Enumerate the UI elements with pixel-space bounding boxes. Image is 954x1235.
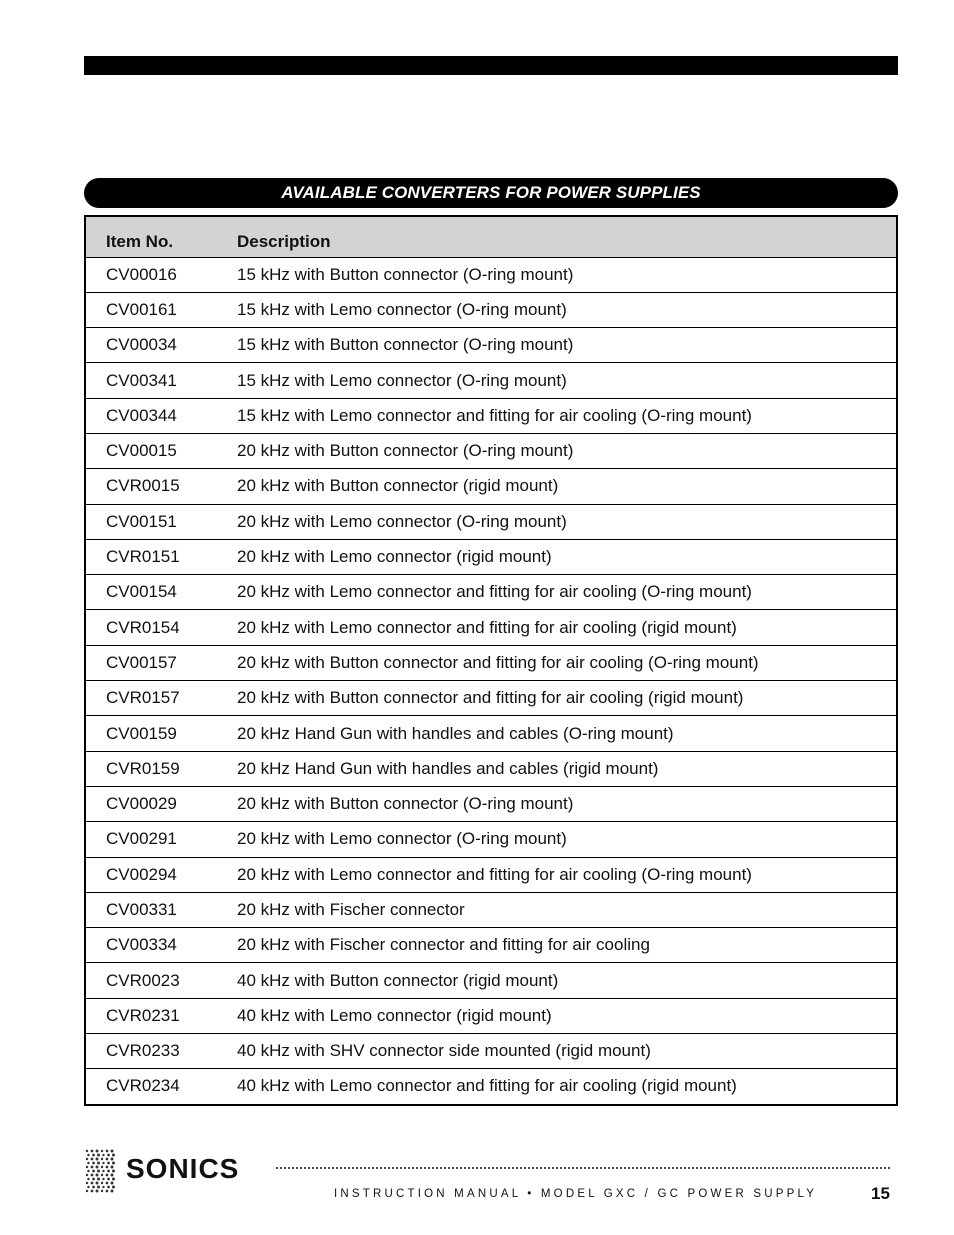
cell-item-no: CV00331 [86, 892, 217, 927]
footer-manual-title: INSTRUCTION MANUAL • MODEL GXC / GC POWER SUPPLY [334, 1188, 818, 1200]
table-row [86, 257, 896, 292]
cell-description: 40 kHz with Lemo connector and fitting for air cooling (rigid mount) [217, 1069, 896, 1104]
table-row [86, 751, 896, 786]
cell-item-no: CVR0157 [86, 681, 217, 716]
cell-description: 20 kHz with Lemo connector and fitting for air cooling (rigid mount) [217, 610, 896, 645]
top-rule-bar [84, 56, 898, 75]
cell-description: 20 kHz with Fischer connector [217, 892, 896, 927]
table-row [86, 469, 896, 504]
table-title-banner: AVAILABLE CONVERTERS FOR POWER SUPPLIES [84, 178, 898, 208]
cell-description: 15 kHz with Lemo connector (O-ring mount) [217, 363, 896, 398]
table-row [86, 786, 896, 821]
cell-description: 15 kHz with Lemo connector and fitting for air cooling (O-ring mount) [217, 398, 896, 433]
cell-description: 20 kHz with Lemo connector (O-ring mount) [217, 504, 896, 539]
table-row [86, 892, 896, 927]
table-row [86, 363, 896, 398]
cell-item-no: CV00151 [86, 504, 217, 539]
cell-item-no: CVR0154 [86, 610, 217, 645]
cell-item-no: CV00157 [86, 645, 217, 680]
cell-description: 15 kHz with Button connector (O-ring mount) [217, 328, 896, 363]
cell-item-no: CV00159 [86, 716, 217, 751]
cell-item-no: CVR0023 [86, 963, 217, 998]
cell-description: 40 kHz with Lemo connector (rigid mount) [217, 998, 896, 1033]
converters-table [86, 217, 896, 1104]
cell-description: 15 kHz with Button connector (O-ring mount) [217, 257, 896, 292]
cell-item-no: CV00341 [86, 363, 217, 398]
cell-item-no: CVR0231 [86, 998, 217, 1033]
table-row [86, 328, 896, 363]
cell-description: 20 kHz Hand Gun with handles and cables (O-ring mount) [217, 716, 896, 751]
table-body [86, 257, 896, 1104]
column-header-item-no: Item No. [106, 231, 174, 251]
table-row [86, 857, 896, 892]
cell-item-no: CVR0234 [86, 1069, 217, 1104]
table-header-row [86, 217, 896, 257]
cell-description: 20 kHz with Lemo connector and fitting for air cooling (O-ring mount) [217, 575, 896, 610]
table-row [86, 575, 896, 610]
cell-item-no: CV00016 [86, 257, 217, 292]
cell-item-no: CV00015 [86, 433, 217, 468]
table-row [86, 398, 896, 433]
table-row [86, 504, 896, 539]
table-row [86, 1069, 896, 1104]
table-row [86, 645, 896, 680]
cell-description: 20 kHz with Lemo connector (rigid mount) [217, 539, 896, 574]
table-row [86, 716, 896, 751]
cell-item-no: CV00291 [86, 822, 217, 857]
cell-item-no: CV00344 [86, 398, 217, 433]
cell-description: 40 kHz with SHV connector side mounted (rigid mount) [217, 1034, 896, 1069]
table-row [86, 610, 896, 645]
table-row [86, 539, 896, 574]
cell-description: 20 kHz with Lemo connector (O-ring mount) [217, 822, 896, 857]
cell-description: 20 kHz with Button connector (O-ring mount) [217, 433, 896, 468]
table-row [86, 433, 896, 468]
cell-description: 20 kHz with Button connector and fitting for air cooling (O-ring mount) [217, 645, 896, 680]
cell-description: 20 kHz with Lemo connector and fitting for air cooling (O-ring mount) [217, 857, 896, 892]
page-number: 15 [871, 1184, 890, 1203]
footer-dotted-rule [276, 1167, 890, 1169]
cell-item-no: CV00034 [86, 328, 217, 363]
table-row [86, 822, 896, 857]
cell-item-no: CVR0015 [86, 469, 217, 504]
table-row [86, 1034, 896, 1069]
cell-item-no: CV00029 [86, 786, 217, 821]
cell-description: 20 kHz with Fischer connector and fitting for air cooling [217, 928, 896, 963]
cell-item-no: CV00294 [86, 857, 217, 892]
cell-description: 20 kHz with Button connector and fitting for air cooling (rigid mount) [217, 681, 896, 716]
cell-item-no: CVR0151 [86, 539, 217, 574]
cell-item-no: CVR0159 [86, 751, 217, 786]
cell-description: 40 kHz with Button connector (rigid mount) [217, 963, 896, 998]
table-row [86, 681, 896, 716]
logo-wordmark: SONICS [126, 1153, 240, 1184]
table-row [86, 928, 896, 963]
cell-description: 15 kHz with Lemo connector (O-ring mount) [217, 292, 896, 327]
column-header-description: Description [237, 231, 331, 251]
sonics-logo [84, 1149, 274, 1194]
cell-description: 20 kHz with Button connector (O-ring mount) [217, 786, 896, 821]
cell-item-no: CVR0233 [86, 1034, 217, 1069]
cell-description: 20 kHz with Button connector (rigid mount) [217, 469, 896, 504]
table-row [86, 998, 896, 1033]
dotted-wave-icon [84, 1149, 116, 1193]
table-row [86, 292, 896, 327]
converters-table-frame [84, 215, 898, 1106]
cell-item-no: CV00161 [86, 292, 217, 327]
cell-description: 20 kHz Hand Gun with handles and cables (rigid mount) [217, 751, 896, 786]
cell-item-no: CV00334 [86, 928, 217, 963]
table-row [86, 963, 896, 998]
cell-item-no: CV00154 [86, 575, 217, 610]
